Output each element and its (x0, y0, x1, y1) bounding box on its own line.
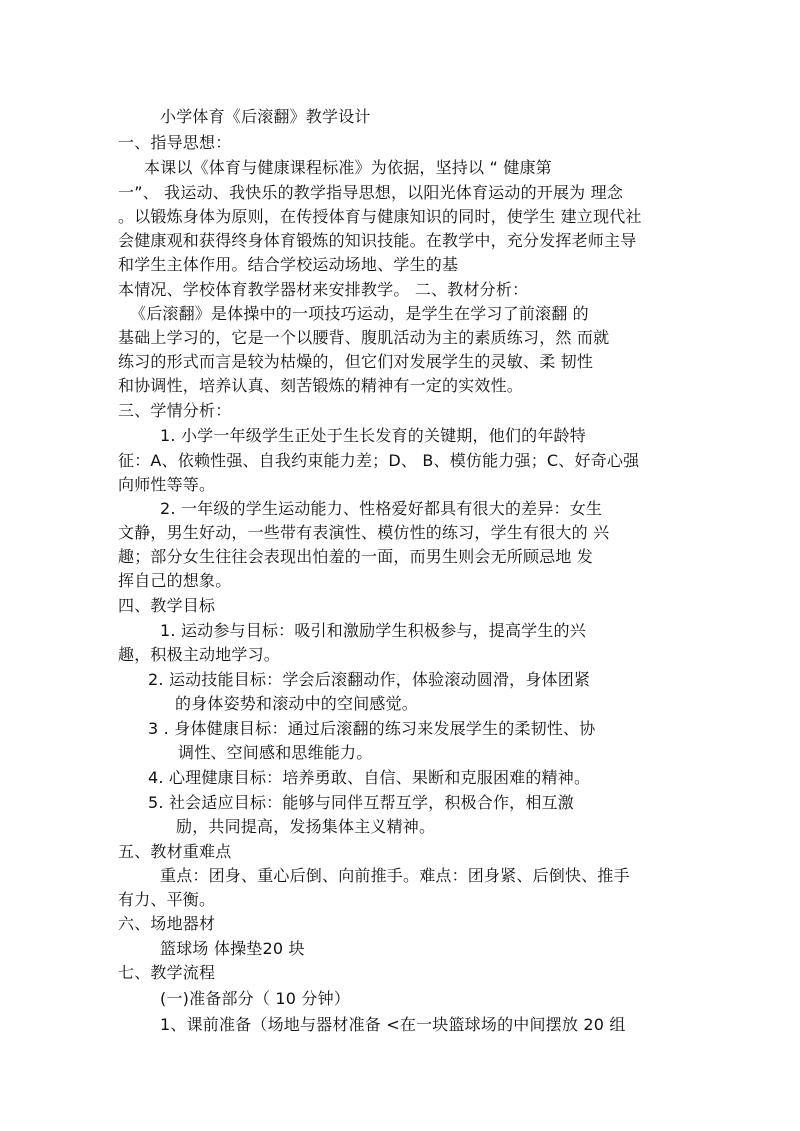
paragraph-line: 调性、空间感和思维能力。 (178, 743, 373, 762)
paragraph-line: 练习的形式而言是较为枯燥的，但它们对发展学生的灵敏、柔 韧性 (118, 352, 594, 371)
paragraph-line: 趣，积极主动地学习。 (118, 645, 281, 664)
paragraph-line: 会健康观和获得终身体育锻炼的知识技能。在教学中，充分发挥老师主导 (118, 231, 637, 250)
paragraph-line: 本情况、学校体育教学器材来安排教学。 二、教材分析： (118, 280, 529, 299)
paragraph-line: 4. 心理健康目标：培养勇敢、自信、果断和克服困难的精神。 (148, 768, 591, 787)
paragraph-line: 重点：团身、重心后倒、向前推手。难点：团身紧、后倒快、推手 (160, 866, 630, 885)
paragraph-line: 征：A、依赖性强、自我约束能力差；D、 B、模仿能力强；C、好奇心强 (118, 451, 640, 470)
section-heading-teaching-process: 七、教学流程 (118, 963, 216, 982)
paragraph-line: 5. 社会适应目标：能够与同伴互帮互学，积极合作，相互激 (148, 793, 574, 812)
section-heading-learner-analysis: 三、学情分析： (118, 401, 232, 420)
paragraph-line: 趣；部分女生往往会表现出怕羞的一面，而男生则会无所顾忌地 发 (118, 547, 594, 566)
paragraph-line: 基础上学习的，它是一个以腰背、腹肌活动为主的素质练习，然 而就 (118, 328, 610, 347)
paragraph-line: 挥自己的想象。 (118, 571, 232, 590)
paragraph-line: 本课以《体育与健康课程标准》为依据，坚持以 “ 健康第 (144, 158, 552, 177)
paragraph-line: 3 . 身体健康目标：通过后滚翻的练习来发展学生的柔韧性、协 (148, 719, 596, 738)
section-heading-venue-equipment: 六、场地器材 (118, 914, 216, 933)
paragraph-line: 1、课前准备（场地与器材准备 <在一块篮球场的中间摆放 20 组 (160, 1015, 626, 1034)
paragraph-line: (一)准备部分（ 10 分钟） (160, 989, 351, 1008)
paragraph-line: 1. 小学一年级学生正处于生长发育的关键期，他们的年龄特 (160, 426, 586, 445)
section-heading-teaching-objectives: 四、教学目标 (118, 596, 216, 615)
paragraph-line: 有力、平衡。 (118, 890, 216, 909)
paragraph-line: 一”、 我运动、我快乐的教学指导思想，以阳光体育运动的开展为 理念 (118, 183, 624, 202)
paragraph-line: 励，共同提高，发扬集体主义精神。 (176, 817, 436, 836)
paragraph-line: 篮球场 体操垫20 块 (160, 939, 305, 958)
paragraph-line: 2. 一年级的学生运动能力、性格爱好都具有很大的差异：女生 (160, 499, 603, 518)
paragraph-line: 向师性等等。 (118, 475, 216, 494)
paragraph-line: 文静，男生好动，一些带有表演性、模仿性的练习，学生有很大的 兴 (118, 523, 610, 542)
paragraph-line: 2. 运动技能目标：学会后滚翻动作，体验滚动圆滑，身体团紧 (148, 670, 591, 689)
paragraph-line: 。以锻炼身体为原则，在传授体育与健康知识的同时，使学生 建立现代社 (118, 207, 642, 226)
paragraph-line: 1. 运动参与目标：吸引和激励学生积极参与，提高学生的兴 (160, 621, 586, 640)
paragraph-line: 《后滚翻》是体操中的一项技巧运动，是学生在学习了前滚翻 的 (130, 304, 589, 323)
section-heading-key-points: 五、教材重难点 (118, 842, 232, 861)
paragraph-line: 和学生主体作用。结合学校运动场地、学生的基 (118, 255, 459, 274)
paragraph-line: 和协调性，培养认真、刻苦锻炼的精神有一定的实效性。 (118, 376, 524, 395)
paragraph-line: 的身体姿势和滚动中的空间感觉。 (175, 694, 419, 713)
section-heading-guiding-ideology: 一、指导思想： (118, 133, 232, 152)
document-title: 小学体育《后滚翻》教学设计 (160, 107, 371, 126)
